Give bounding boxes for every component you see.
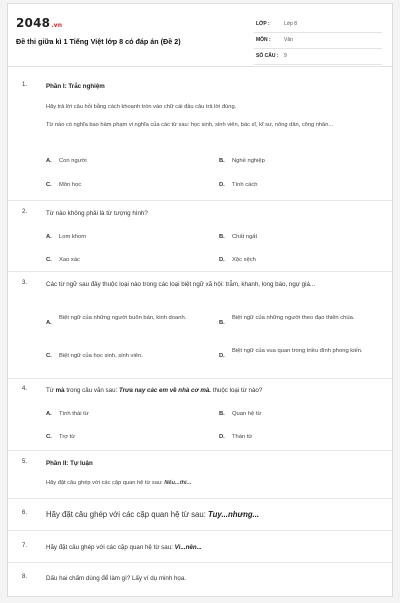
meta-value: Lớp 8 [284,21,298,27]
question-number: 7. [22,543,28,549]
question-text: Từ nào có nghĩa bao hàm phạm vi nghĩa của các từ sau: học sinh, sinh viên, bác sĩ, kĩ sư, nông dân, công nhân... [46,122,334,128]
question-text: Hãy đặt câu ghép với các cặp quan hệ từ sau: Vì...nên... [46,544,202,551]
question-6 [16,510,386,524]
section-heading: Phần I: Trắc nghiệm [46,83,105,90]
meta-row-class [254,17,382,33]
divider [8,562,392,563]
logo-text: 2048 [16,16,51,30]
question-text: Dấu hai chấm dùng để làm gì? Lấy ví dụ minh họa. [46,575,186,582]
question-text: Từ nào không phải là từ tượng hình? [46,210,148,217]
question-instruction: Hãy trả lời câu hỏi bằng cách khoanh tròn vào chữ cái đầu câu trả lời đúng. [46,104,237,110]
site-logo[interactable] [16,16,62,30]
question-number: 8. [22,574,28,580]
meta-value: 9 [284,53,287,59]
question-8 [16,574,386,586]
meta-key: SỐ CÂU : [256,53,279,59]
question-number: 5. [22,459,28,465]
question-4: 4. Từ mà trong câu văn sau: Trưa nay các em về nhà cơ mà. thuộc loại từ nào? A. Tình thái từ B. Quan hệ từ C. Trợ từ D. Thán từ [16,386,386,446]
divider [8,271,392,272]
question-text: Hãy đặt câu ghép với các cặp quan hệ từ sau: Nếu...thì... [46,480,192,486]
question-number: 3. [22,280,28,286]
meta-key: MÔN : [256,37,271,43]
meta-key: LỚP : [256,21,270,27]
divider [8,200,392,201]
question-number: 1. [22,82,28,88]
question-3: 3. Các từ ngữ sau đây thuộc loại nào trong các loại biệt ngữ xã hội: trẫm, khanh, long bào, ngự giá... A. Biệt ngữ của những người buôn bán, kinh doanh. B. Biệt ngữ của những người theo đạo thiên chúa. C. Biệt ngữ của học sinh, sinh viên. D. Biệt ngữ của vua quan trong triều đình phong kiến. [16,280,386,375]
section-heading: Phần II: Tự luận [46,460,93,467]
meta-value: Văn [284,37,293,43]
question-1: 1. Phần I: Trắc nghiệm Hãy trả lời câu hỏi bằng cách khoanh tròn vào chữ cái đầu câu trả lời đúng. Từ nào có nghĩa bao hàm phạm vi nghĩa của các từ sau: học sinh, sinh viên, bác sĩ, kĩ sư, nông dân, công nhân... A. Con người B. Nghề nghiệp C. Môn học D. Tính cách [16,82,386,194]
divider [8,450,392,451]
meta-row-count [254,49,382,65]
exam-meta [254,17,382,65]
question-text: Từ mà trong câu văn sau: Trưa nay các em về nhà cơ mà. thuộc loại từ nào? [46,387,263,394]
question-7 [16,543,386,555]
question-5 [16,459,386,491]
exam-page [7,3,393,597]
question-number: 6. [22,510,28,516]
question-text: Hãy đặt câu ghép với các cặp quan hệ từ sau: Tuy...nhưng... [46,510,260,519]
exam-title: Đề thi giữa kì 1 Tiếng Việt lớp 8 có đáp án (Đề 2) [16,37,181,46]
question-2: 2. Từ nào không phải là từ tượng hình? A. Lom khom B. Chất ngất C. Xao xác D. Xộc xệch [16,209,386,269]
question-text: Các từ ngữ sau đây thuộc loại nào trong các loại biệt ngữ xã hội: trẫm, khanh, long bào, ngự giá... [46,281,316,288]
divider [8,498,392,499]
meta-row-subject [254,33,382,49]
page-header [8,4,392,67]
divider [8,378,392,379]
divider [8,530,392,531]
question-number: 2. [22,209,28,215]
question-number: 4. [22,386,28,392]
logo-suffix: .vn [51,22,63,29]
